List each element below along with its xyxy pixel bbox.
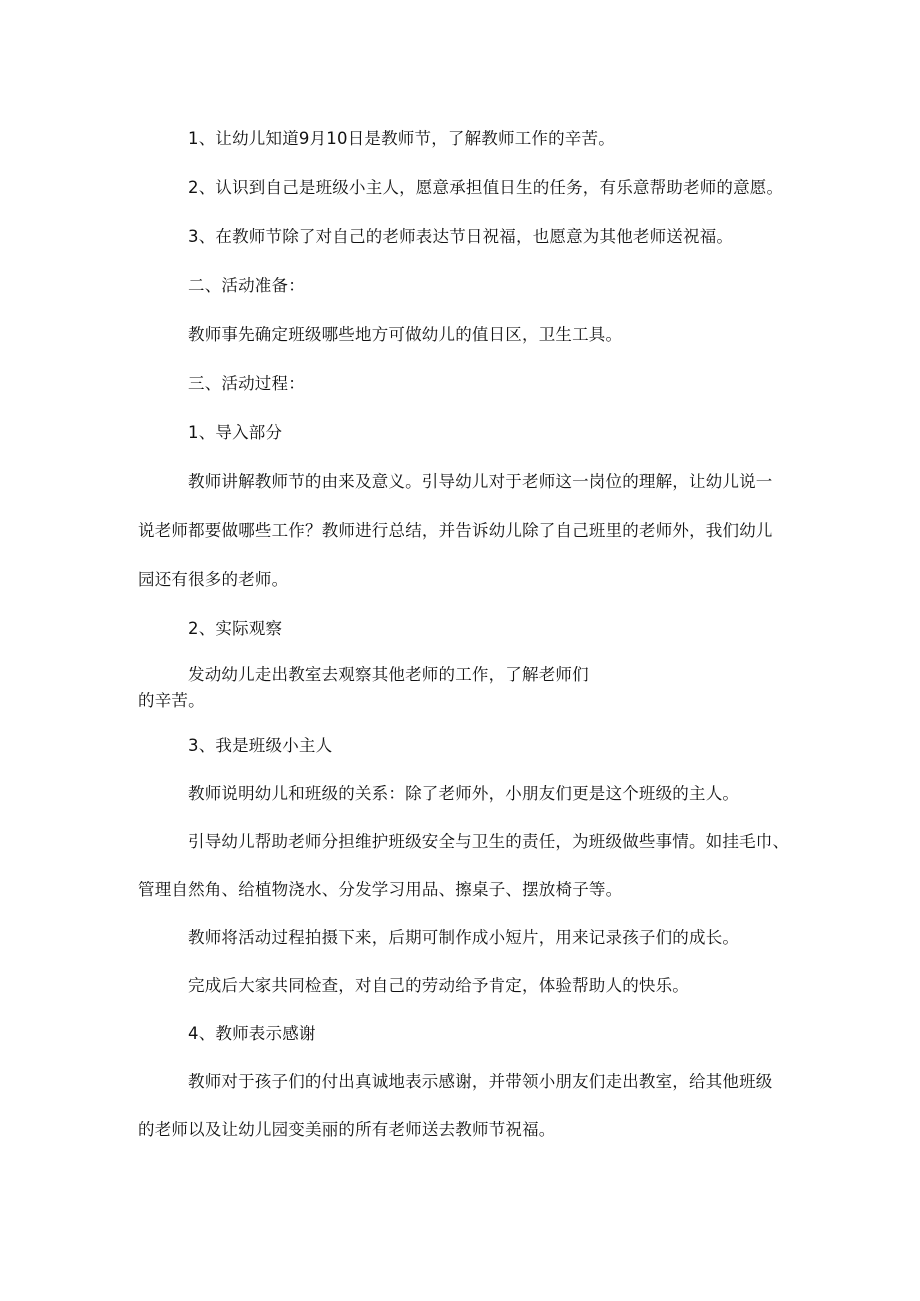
step-1-text-line-2: 说老师都要做哪些工作？教师进行总结，并告诉幼儿除了自己班里的老师外，我们幼儿 <box>138 521 773 540</box>
step-3-text-2-line-2: 管理自然角、给植物浇水、分发学习用品、擦桌子、摆放椅子等。 <box>138 880 623 899</box>
section-heading-process: 三、活动过程： <box>188 374 305 393</box>
step-3-text-2-line-1: 引导幼儿帮助老师分担维护班级安全与卫生的责任，为班级做些事情。如挂毛巾、 <box>188 832 790 851</box>
objective-1: 1、让幼儿知道9月10日是教师节，了解教师工作的辛苦。 <box>188 129 615 148</box>
step-3-text-1: 教师说明幼儿和班级的关系：除了老师外，小朋友们更是这个班级的主人。 <box>188 784 740 803</box>
step-3-text-4: 完成后大家共同检查，对自己的劳动给予肯定，体验帮助人的快乐。 <box>188 976 689 995</box>
objective-2: 2、认识到自己是班级小主人，愿意承担值日生的任务，有乐意帮助老师的意愿。 <box>188 178 784 197</box>
step-1-heading: 1、导入部分 <box>188 423 283 442</box>
preparation-text: 教师事先确定班级哪些地方可做幼儿的值日区，卫生工具。 <box>188 325 623 344</box>
step-2-heading: 2、实际观察 <box>188 619 283 638</box>
step-2-text-line-1: 发动幼儿走出教室去观察其他老师的工作，了解老师们 <box>188 665 589 684</box>
step-3-heading: 3、我是班级小主人 <box>188 736 333 755</box>
step-3-text-3: 教师将活动过程拍摄下来，后期可制作成小短片，用来记录孩子们的成长。 <box>188 928 740 947</box>
step-4-text-line-1: 教师对于孩子们的付出真诚地表示感谢，并带领小朋友们走出教室，给其他班级 <box>188 1072 773 1091</box>
section-heading-preparation: 二、活动准备： <box>188 276 305 295</box>
objective-3: 3、在教师节除了对自己的老师表达节日祝福，也愿意为其他老师送祝福。 <box>188 227 734 246</box>
step-1-text-line-1: 教师讲解教师节的由来及意义。引导幼儿对于老师这一岗位的理解，让幼儿说一 <box>188 472 773 491</box>
step-4-heading: 4、教师表示感谢 <box>188 1024 316 1043</box>
step-4-text-line-2: 的老师以及让幼儿园变美丽的所有老师送去教师节祝福。 <box>138 1120 556 1139</box>
step-1-text-line-3: 园还有很多的老师。 <box>138 570 289 589</box>
step-2-text-line-2: 的辛苦。 <box>138 691 205 710</box>
